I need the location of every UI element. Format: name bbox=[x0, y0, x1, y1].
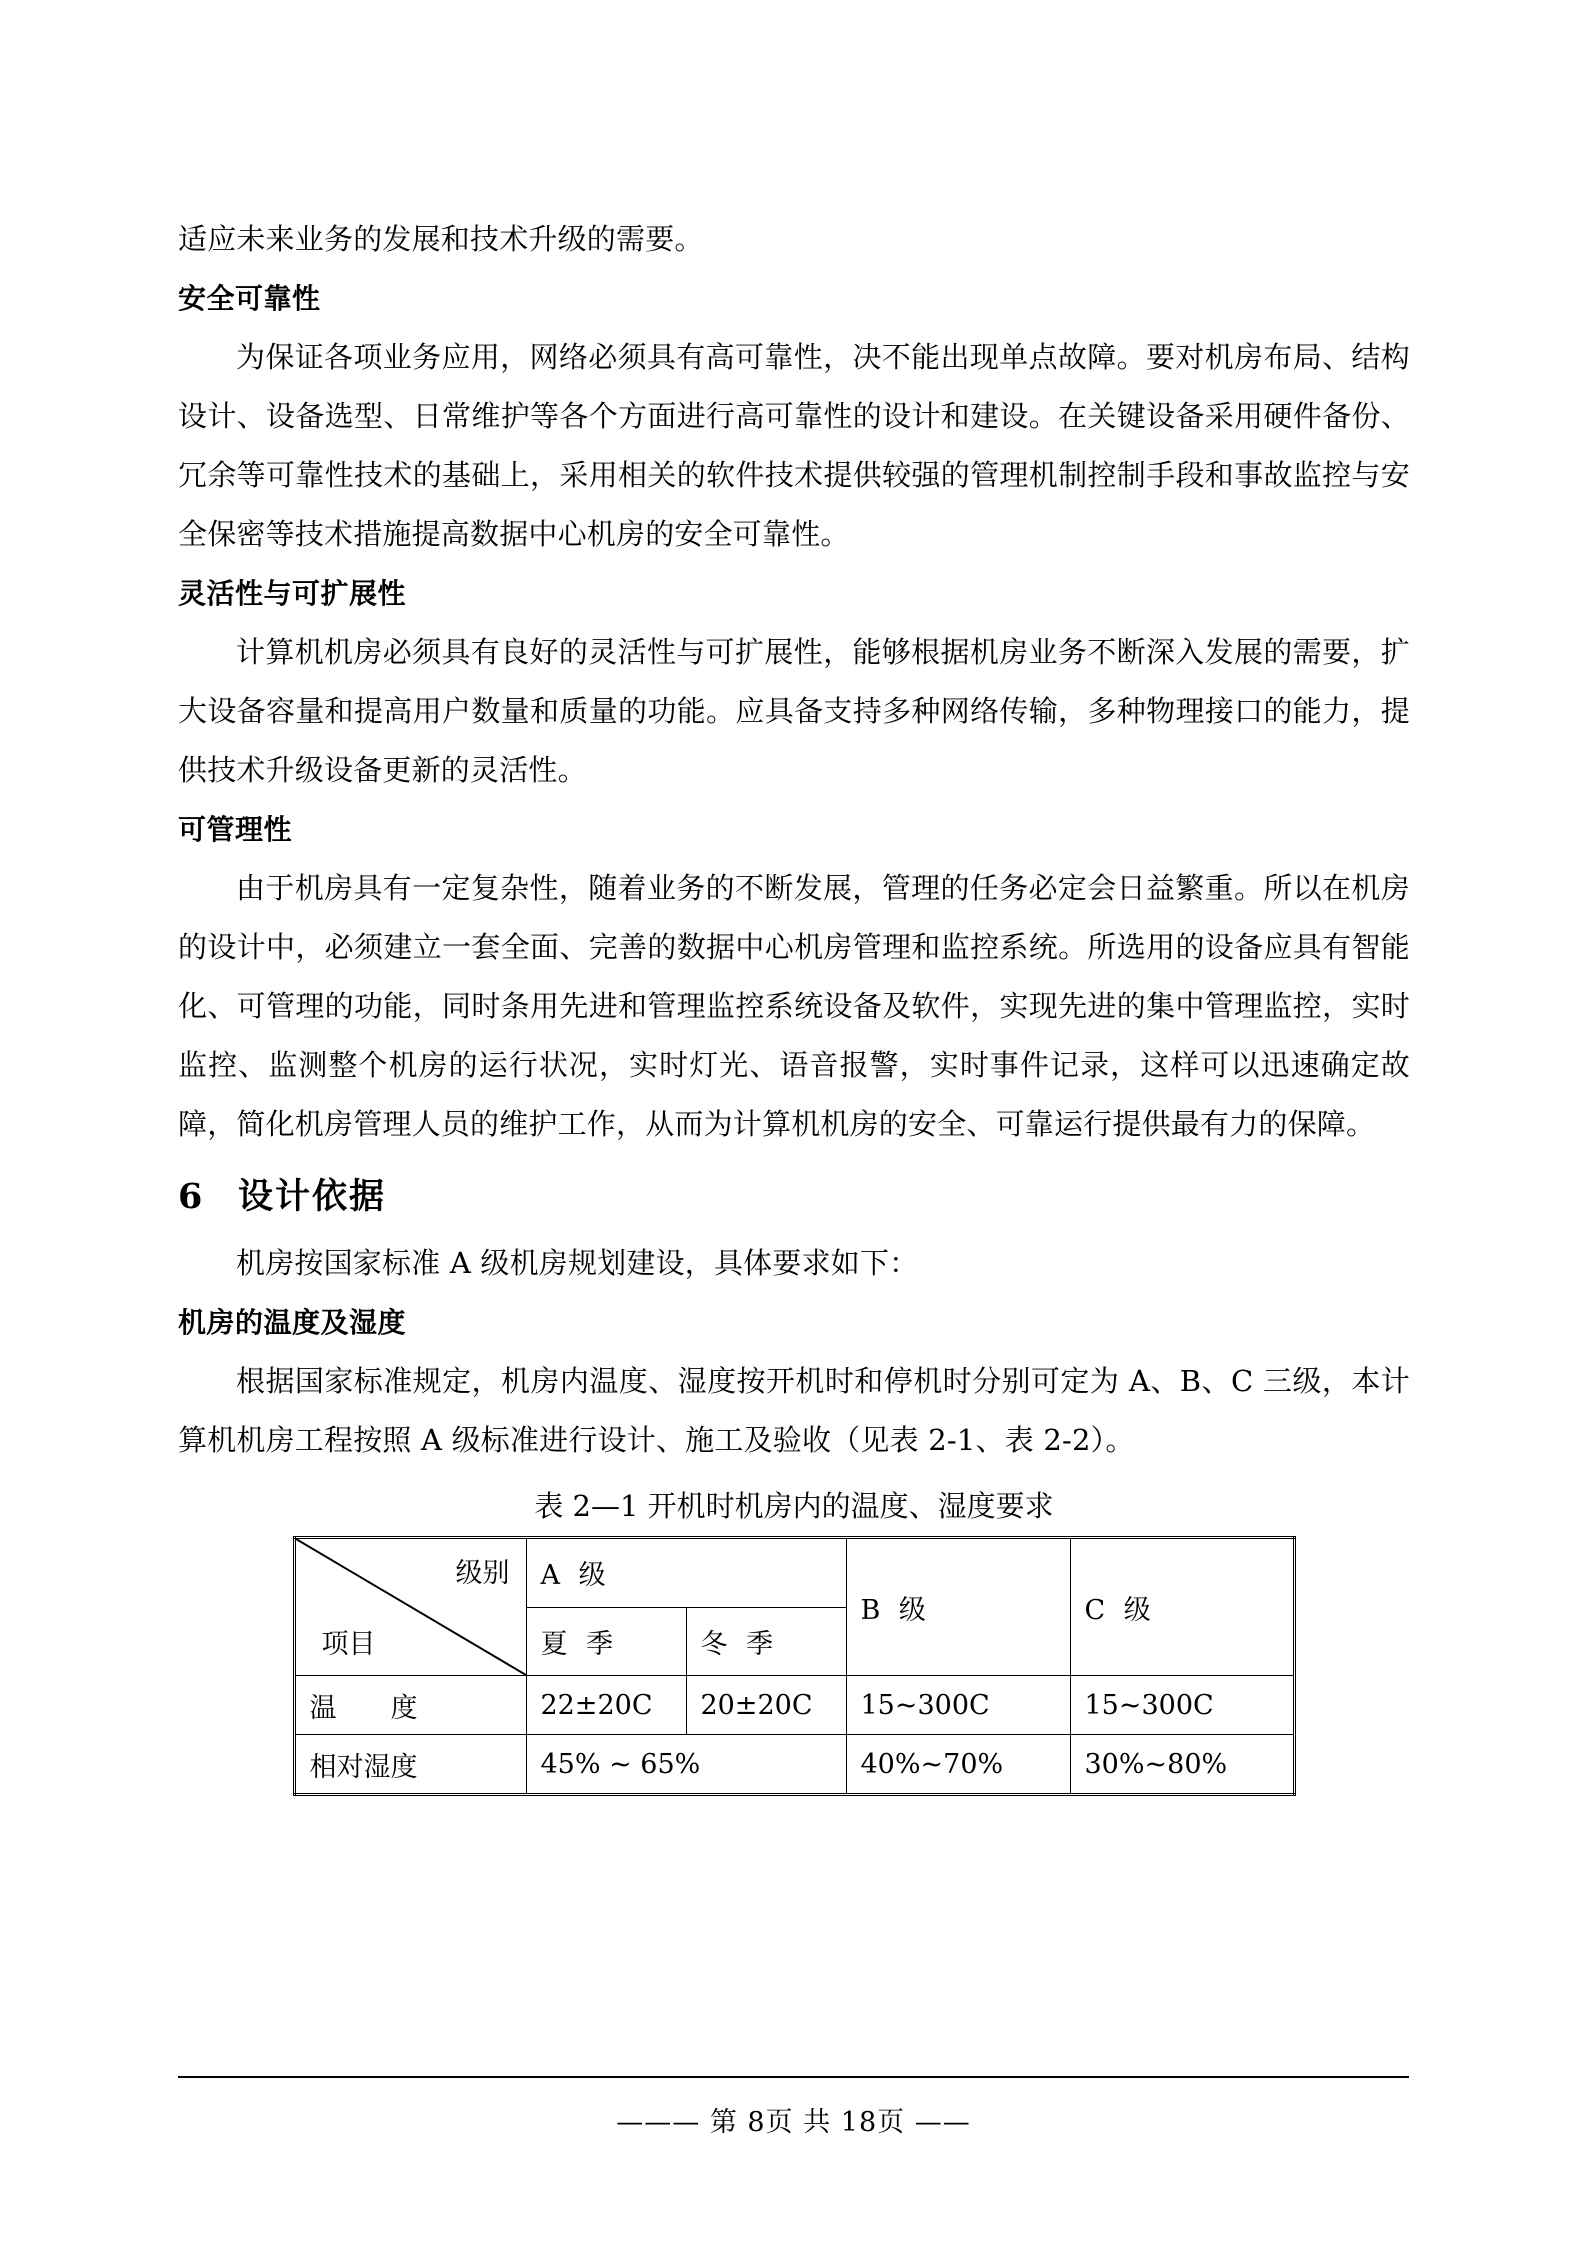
numbered-heading bbox=[178, 1160, 1410, 1234]
page-number-text: ——— 第 8页 共 18页 —— bbox=[616, 2107, 971, 2138]
lead-paragraph: 适应未来业务的发展和技术升级的需要。 bbox=[178, 222, 704, 256]
cell-temperature-c: 15~300C bbox=[1070, 1676, 1294, 1735]
table-header-group-c: C 级 bbox=[1070, 1538, 1294, 1676]
table-wrapper bbox=[178, 1536, 1410, 1796]
temperature-humidity-table bbox=[293, 1536, 1296, 1796]
cell-temperature-b: 15~300C bbox=[846, 1676, 1070, 1735]
heading-number: 6 bbox=[178, 1176, 203, 1217]
section-paragraph-flexibility: 计算机机房必须具有良好的灵活性与可扩展性，能够根据机房业务不断深入发展的需要，扩大设备容量和提高用户数量和质量的功能。应具备支持多种网络传输，多种物理接口的能力，提供技术升级设备更新的灵活性。 bbox=[178, 635, 1410, 787]
corner-label-grade: 级别 bbox=[455, 1558, 510, 1589]
table-caption: 表 2—1 开机时机房内的温度、湿度要求 bbox=[534, 1489, 1054, 1523]
cell-humidity-a: 45% ~ 65% bbox=[526, 1735, 846, 1795]
table-corner-cell bbox=[294, 1538, 526, 1676]
table-header-row-1 bbox=[294, 1538, 1294, 1608]
table-header-group-a: A 级 bbox=[526, 1538, 846, 1608]
section-paragraph-manageability: 由于机房具有一定复杂性，随着业务的不断发展，管理的任务必定会日益繁重。所以在机房的设计中，必须建立一套全面、完善的数据中心机房管理和监控系统。所选用的设备应具有智能化、可管理的功能，同时条用先进和管理监控系统设备及软件，实现先进的集中管理监控，实时监控、监测整个机房的运行状况，实时灯光、语音报警，实时事件记录，这样可以迅速确定故障，简化机房管理人员的维护工作，从而为计算机机房的安全、可靠运行提供最有力的保障。 bbox=[178, 871, 1410, 1141]
section-heading-security: 安全可靠性 bbox=[178, 282, 321, 315]
cell-temperature-a-winter: 20±20C bbox=[686, 1676, 846, 1735]
corner-label-item: 项目 bbox=[321, 1629, 376, 1660]
section-heading-temp-humidity: 机房的温度及湿度 bbox=[178, 1306, 407, 1339]
section-heading-manageability: 可管理性 bbox=[178, 813, 293, 846]
cell-temperature-a-summer: 22±20C bbox=[526, 1676, 686, 1735]
cell-humidity-c: 30%~80% bbox=[1070, 1735, 1294, 1795]
cell-humidity-b: 40%~70% bbox=[846, 1735, 1070, 1795]
row-label-humidity: 相对湿度 bbox=[294, 1735, 526, 1795]
corner-diagonal-wrapper bbox=[296, 1539, 526, 1675]
design-basis-paragraph: 机房按国家标准 A 级机房规划建设，具体要求如下： bbox=[236, 1246, 919, 1280]
page-footer bbox=[178, 2076, 1409, 2139]
footer-divider bbox=[178, 2076, 1409, 2078]
table-header-subcol-summer: 夏 季 bbox=[526, 1607, 686, 1675]
table-header-subcol-winter: 冬 季 bbox=[686, 1607, 846, 1675]
section-paragraph-security: 为保证各项业务应用，网络必须具有高可靠性，决不能出现单点故障。要对机房布局、结构设计、设备选型、日常维护等各个方面进行高可靠性的设计和建设。在关键设备采用硬件备份、冗余等可靠性技术的基础上，采用相关的软件技术提供较强的管理机制控制手段和事故监控与安全保密等技术措施提高数据中心机房的安全可靠性。 bbox=[178, 340, 1410, 551]
table-row bbox=[294, 1735, 1294, 1795]
table-header-group-b: B 级 bbox=[846, 1538, 1070, 1676]
heading-title: 设计依据 bbox=[238, 1176, 387, 1217]
row-label-temperature: 温 度 bbox=[294, 1676, 526, 1735]
section-paragraph-temp-humidity: 根据国家标准规定，机房内温度、湿度按开机时和停机时分别可定为 A、B、C 三级，本计算机机房工程按照 A 级标准进行设计、施工及验收（见表 2-1、表 2-2）。 bbox=[178, 1364, 1410, 1457]
page-content bbox=[178, 210, 1410, 1796]
section-heading-flexibility: 灵活性与可扩展性 bbox=[178, 577, 407, 610]
table-row bbox=[294, 1676, 1294, 1735]
